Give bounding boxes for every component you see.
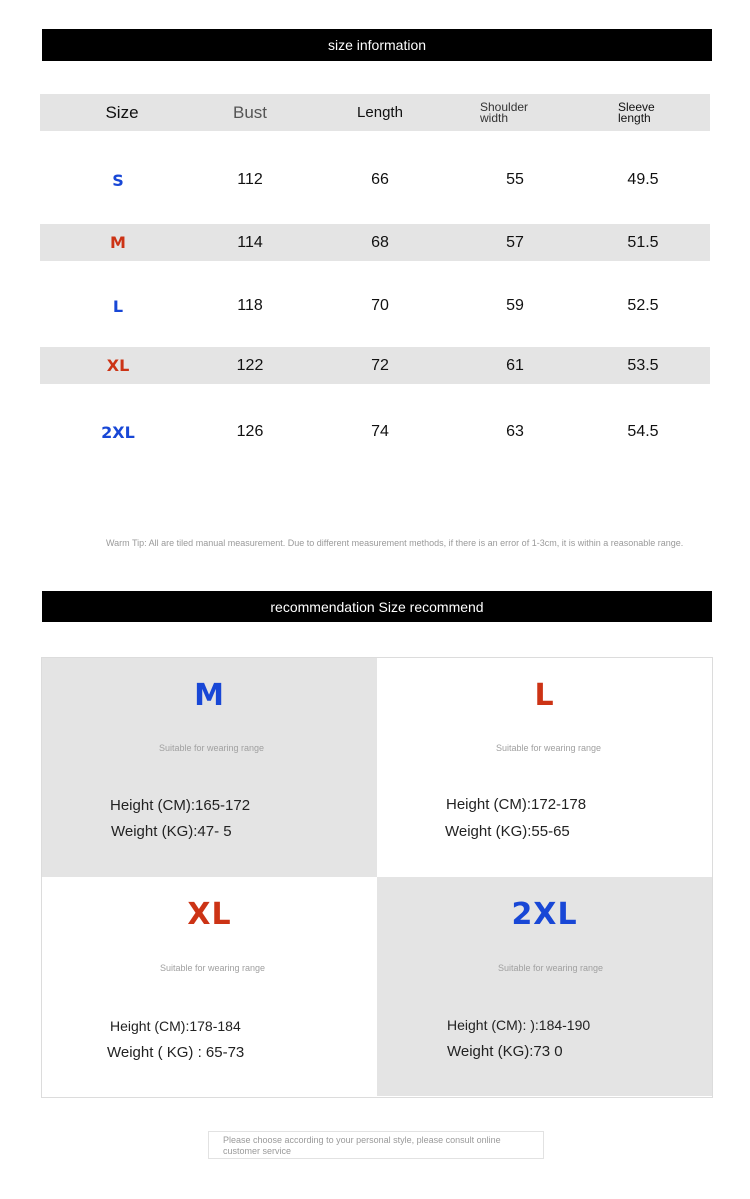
suitable-range-label: Suitable for wearing range xyxy=(498,963,604,973)
bust-value: 114 xyxy=(237,233,263,251)
height-range: Height (CM):178-184 xyxy=(110,1018,241,1034)
sleeve-value: 54.5 xyxy=(627,423,659,440)
suitable-range-label: Suitable for wearing range xyxy=(496,743,602,753)
suitable-range-label: Suitable for wearing range xyxy=(159,743,265,753)
warm-tip-text: Warm Tip: All are tiled manual measurement. Due to different measurement methods, if there is an error of 1-3cm, it is within a reasonable range. xyxy=(106,538,684,548)
size-information-title: size information xyxy=(327,37,427,53)
weight-range: Weight ( KG) : 65-73 xyxy=(107,1044,245,1061)
length-value: 68 xyxy=(371,233,389,251)
table-row xyxy=(40,347,710,384)
sleeve-value: 49.5 xyxy=(627,171,659,188)
footnote-text: Please choose according to your personal style, please consult online customer service xyxy=(208,1131,544,1159)
size-label: S xyxy=(112,170,124,190)
recommend-size-label: XL xyxy=(187,897,232,932)
weight-range: Weight (KG):47- 5 xyxy=(111,823,232,840)
height-range: Height (CM): ):184-190 xyxy=(447,1017,591,1033)
bust-value: 112 xyxy=(237,171,263,188)
sleeve-value: 51.5 xyxy=(627,233,659,251)
length-value: 72 xyxy=(371,356,389,374)
header-length: Length xyxy=(357,104,403,121)
bust-value: 118 xyxy=(237,297,263,314)
recommendation-banner xyxy=(42,591,712,622)
header-shoulder-width: Shoulder width xyxy=(480,99,529,125)
bust-value: 126 xyxy=(236,423,264,440)
table-row xyxy=(40,410,710,454)
size-label: XL xyxy=(106,356,130,375)
recommendation-grid xyxy=(41,657,713,1098)
recommend-size-label: M xyxy=(194,678,225,713)
shoulder-value: 63 xyxy=(506,423,524,440)
recommendation-title: recommendation Size recommend xyxy=(270,598,484,615)
sleeve-value: 52.5 xyxy=(627,297,659,314)
sleeve-value: 53.5 xyxy=(627,356,659,374)
size-label: L xyxy=(112,296,124,316)
weight-range: Weight (KG):55-65 xyxy=(445,823,570,840)
recommend-card-xl xyxy=(42,877,377,1096)
size-label: 2XL xyxy=(101,422,135,442)
header-size: Size xyxy=(105,102,139,122)
length-value: 66 xyxy=(371,171,389,188)
header-sleeve-length: Sleeve length xyxy=(618,99,655,125)
recommend-card-l xyxy=(377,658,712,877)
suitable-range-label: Suitable for wearing range xyxy=(160,963,266,973)
shoulder-value: 59 xyxy=(506,297,524,314)
table-row xyxy=(40,158,710,202)
shoulder-value: 61 xyxy=(506,356,524,374)
table-header-row xyxy=(40,94,710,131)
recommend-size-label: 2XL xyxy=(511,897,578,932)
shoulder-value: 57 xyxy=(506,233,524,251)
table-row xyxy=(40,284,710,328)
recommend-card-m xyxy=(42,658,377,877)
length-value: 70 xyxy=(371,297,389,314)
size-information-banner xyxy=(42,29,712,61)
shoulder-value: 55 xyxy=(506,171,524,188)
weight-range: Weight (KG):73 0 xyxy=(447,1043,563,1060)
height-range: Height (CM):172-178 xyxy=(446,796,587,813)
bust-value: 122 xyxy=(236,356,264,374)
length-value: 74 xyxy=(371,423,389,440)
header-bust: Bust xyxy=(232,102,268,122)
size-label: M xyxy=(110,233,126,252)
height-range: Height (CM):165-172 xyxy=(110,797,251,814)
recommend-size-label: L xyxy=(534,678,555,713)
recommend-card-2xl xyxy=(377,877,712,1096)
table-row xyxy=(40,224,710,261)
